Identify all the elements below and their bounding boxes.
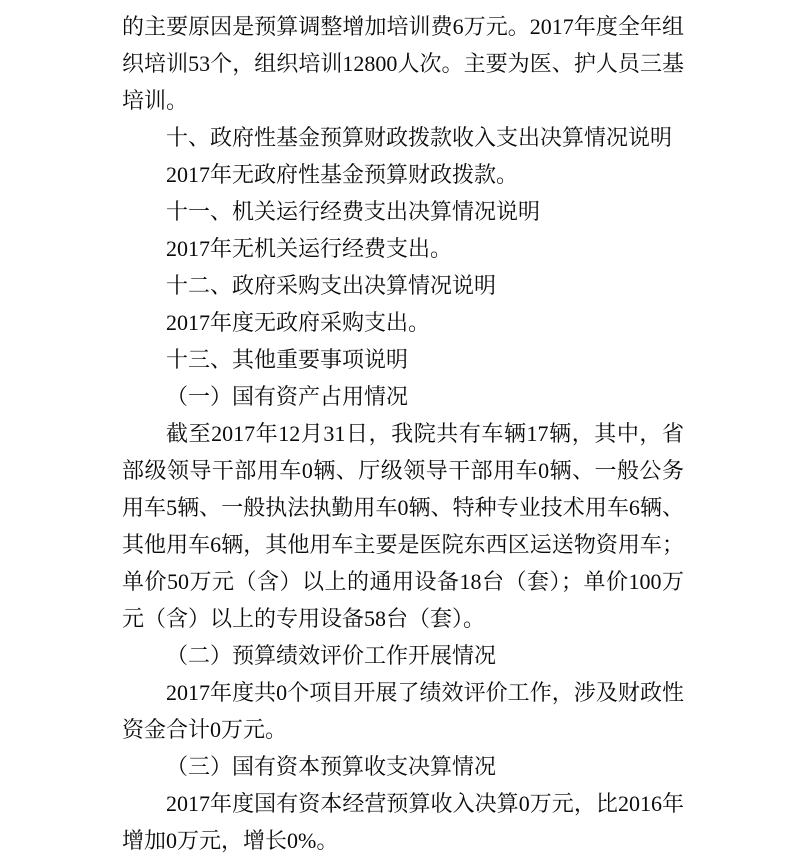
subheading-performance-evaluation: （二）预算绩效评价工作开展情况	[166, 643, 497, 668]
para-operating-expense-statement: 2017年无机关运行经费支出。	[166, 236, 453, 261]
heading-section-eleven: 十一、机关运行经费支出决算情况说明	[166, 199, 541, 224]
document-text-block	[122, 8, 684, 859]
subheading-state-assets: （一）国有资产占用情况	[166, 384, 409, 409]
para-state-assets-detail: 截至2017年12月31日，我院共有车辆17辆，其中，省部级领导干部用车0辆、厅级领导干部用车0辆、一般公务用车5辆、一般执法执勤用车0辆、特种专业技术用车6辆、其他用车6辆，其他用车主要是医院东西区运送物资用车；单价50万元（含）以上的通用设备18台（套）；单价100万元（含）以上的专用设备58台（套）。	[122, 421, 684, 631]
heading-section-twelve: 十二、政府采购支出决算情况说明	[166, 273, 497, 298]
para-govfund-statement: 2017年无政府性基金预算财政拨款。	[166, 162, 519, 187]
para-procurement-statement: 2017年度无政府采购支出。	[166, 310, 431, 335]
para-continuation-training: 的主要原因是预算调整增加培训费6万元。2017年度全年组织培训53个，组织培训12800人次。主要为医、护人员三基培训。	[122, 14, 684, 113]
para-state-capital-detail: 2017年度国有资本经营预算收入决算0万元，比2016年增加0万元，增长0%。	[122, 791, 684, 853]
heading-section-ten: 十、政府性基金预算财政拨款收入支出决算情况说明	[166, 125, 673, 150]
subheading-state-capital-budget: （三）国有资本预算收支决算情况	[166, 754, 497, 779]
para-performance-detail: 2017年度共0个项目开展了绩效评价工作，涉及财政性资金合计0万元。	[122, 680, 684, 742]
heading-section-thirteen: 十三、其他重要事项说明	[166, 347, 409, 372]
